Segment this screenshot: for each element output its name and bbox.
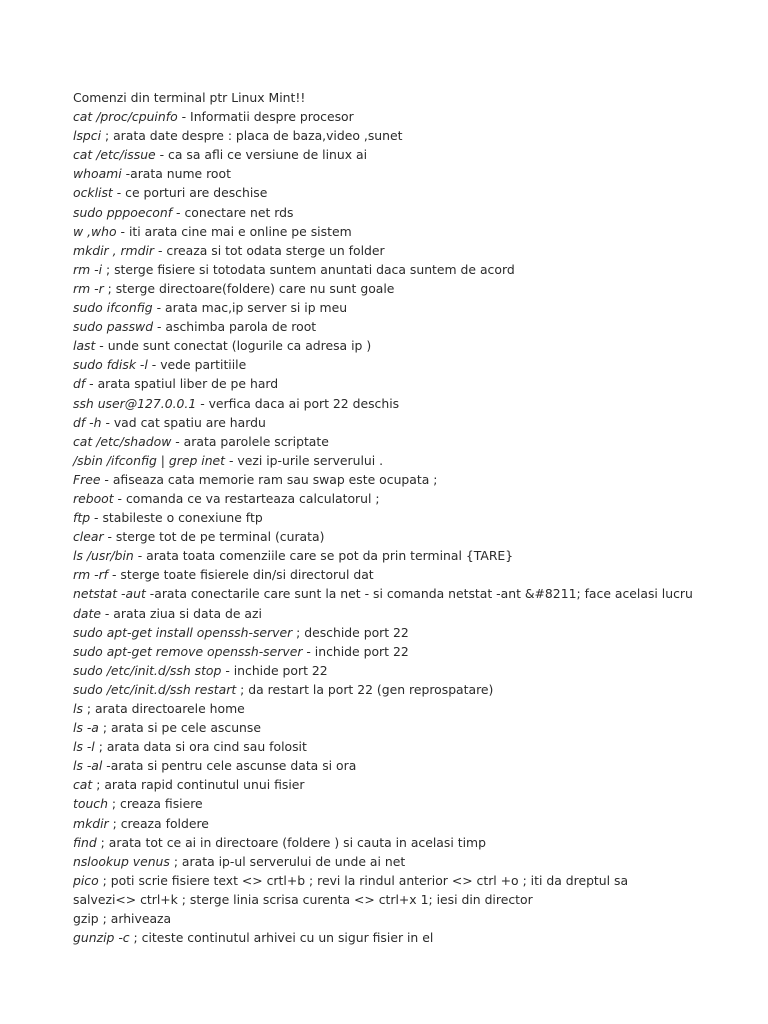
- document-title: Comenzi din terminal ptr Linux Mint!!: [73, 90, 306, 105]
- command-line: [73, 203, 753, 222]
- command-line: [73, 394, 753, 413]
- command-line: [73, 852, 753, 871]
- command-text: w ,who: [73, 223, 117, 239]
- command-description: ; da restart la port 22 (gen reprospatare): [236, 681, 494, 697]
- command-description: ; arata rapid continutul unui fisier: [92, 777, 305, 793]
- command-description: ; arata data si ora cind sau folosit: [94, 739, 307, 755]
- command-line: [73, 279, 753, 298]
- command-text: rm -rf: [73, 567, 109, 583]
- command-description: ; arata tot ce ai in directoare (foldere ) si cauta in acelasi timp: [96, 834, 486, 850]
- command-text: nslookup venus: [73, 853, 170, 869]
- command-description: - afiseaza cata memorie ram sau swap este ocupata ;: [100, 471, 438, 487]
- command-line: [73, 183, 753, 202]
- command-line: [73, 775, 753, 794]
- command-line: [73, 623, 753, 642]
- command-line: [73, 470, 753, 489]
- command-description: - ce porturi are deschise: [112, 185, 268, 201]
- command-line: [73, 584, 753, 603]
- command-line: [73, 871, 753, 890]
- command-line: [73, 604, 753, 623]
- command-line: [73, 317, 753, 336]
- command-description: ; sterge directoare(foldere) care nu sunt goale: [103, 280, 395, 296]
- command-text: Free: [73, 471, 101, 487]
- command-description: - sterge toate fisierele din/si directorul dat: [108, 567, 374, 583]
- command-description: ; creaza fisiere: [107, 796, 203, 812]
- command-line: [73, 928, 753, 947]
- command-text: last: [73, 338, 96, 354]
- command-description: - creaza si tot odata sterge un folder: [154, 242, 385, 258]
- command-text: date: [73, 605, 101, 621]
- command-description: - unde sunt conectat (logurile ca adresa ip ): [95, 338, 372, 354]
- command-line: [73, 909, 753, 928]
- command-description: ; deschide port 22: [292, 624, 409, 640]
- command-description: ; poti scrie fisiere text <> crtl+b ; revi la rindul anterior <> ctrl +o ; iti da dreptul sa: [98, 872, 629, 888]
- command-description: - verfica daca ai port 22 deschis: [196, 395, 400, 411]
- command-text: ls /usr/bin: [73, 548, 134, 564]
- command-text: sudo /etc/init.d/ssh restart: [73, 681, 237, 697]
- command-line: [73, 451, 753, 470]
- command-description: - conectare net rds: [172, 204, 294, 220]
- command-text: reboot: [73, 490, 114, 506]
- command-text: ls -a: [73, 720, 99, 736]
- command-description: - arata mac,ip server si ip meu: [152, 300, 348, 316]
- command-description: gzip ; arhiveaza: [73, 911, 172, 927]
- command-text: cat: [73, 777, 93, 793]
- command-text: ls -al: [73, 758, 103, 774]
- command-line: [73, 814, 753, 833]
- command-text: ls: [73, 701, 83, 716]
- command-description: -arata si pentru cele ascunse data si ora: [102, 758, 357, 774]
- command-line: [73, 298, 753, 317]
- command-description: -arata conectarile care sunt la net - si comanda netstat -ant &#8211; face acelasi lucru: [145, 586, 693, 602]
- command-text: touch: [73, 796, 108, 812]
- command-text: ssh user@127.0.0.1: [73, 395, 197, 411]
- command-description: - arata spatiul liber de pe hard: [85, 376, 279, 392]
- command-description: - arata toata comenziile care se pot da prin terminal {TARE}: [133, 548, 514, 564]
- command-text: sudo pppoeconf: [73, 204, 173, 220]
- command-text: cat /proc/cpuinfo: [73, 109, 178, 125]
- command-text: sudo fdisk -l: [73, 357, 148, 373]
- command-description: - vad cat spatiu are hardu: [101, 414, 266, 430]
- command-line: [73, 107, 753, 126]
- command-line: [73, 661, 753, 680]
- command-line: [73, 413, 753, 432]
- command-description: - vezi ip-urile serverului .: [225, 452, 384, 468]
- command-text: gunzip -c: [73, 930, 130, 946]
- command-description: - vede partitiile: [147, 357, 247, 373]
- command-line: [73, 794, 753, 813]
- command-text: pico: [73, 872, 99, 888]
- document-page: [73, 88, 753, 947]
- command-text: ocklist: [73, 185, 113, 201]
- command-text: cat /etc/issue: [73, 147, 156, 163]
- command-description: ; creaza foldere: [108, 815, 209, 831]
- command-description: - stabileste o conexiune ftp: [90, 510, 263, 526]
- command-description: - aschimba parola de root: [153, 319, 317, 335]
- command-line: [73, 355, 753, 374]
- command-description: ; arata ip-ul serverului de unde ai net: [169, 853, 406, 869]
- command-text: ftp: [73, 510, 91, 526]
- command-text: whoami: [73, 166, 122, 182]
- command-line: [73, 642, 753, 661]
- command-text: netstat -aut: [73, 586, 146, 602]
- command-line: [73, 546, 753, 565]
- command-line: [73, 336, 753, 355]
- command-description: - inchide port 22: [302, 643, 409, 659]
- command-text: ls -l: [73, 739, 95, 755]
- command-description: - arata ziua si data de azi: [100, 605, 262, 621]
- command-line: [73, 126, 753, 145]
- command-text: cat /etc/shadow: [73, 433, 172, 449]
- command-text: mkdir , rmdir: [73, 242, 155, 258]
- command-text: mkdir: [73, 815, 109, 831]
- command-description: ; arata directoarele home: [82, 701, 245, 716]
- command-line: [73, 241, 753, 260]
- command-line: [73, 737, 753, 756]
- command-line: [73, 680, 753, 699]
- command-text: df -h: [73, 414, 102, 430]
- command-line: [73, 565, 753, 584]
- command-line: [73, 833, 753, 852]
- command-text: clear: [73, 529, 104, 545]
- command-text: rm -i: [73, 261, 103, 277]
- command-description: -arata nume root: [121, 166, 231, 182]
- command-description: - sterge tot de pe terminal (curata): [103, 529, 325, 545]
- command-line: [73, 756, 753, 775]
- command-description: - inchide port 22: [221, 662, 328, 678]
- command-line: [73, 222, 753, 241]
- command-line: [73, 164, 753, 183]
- command-description: - Informatii despre procesor: [177, 109, 354, 125]
- command-line: [73, 527, 753, 546]
- command-line: [73, 374, 753, 393]
- command-description: ; citeste continutul arhivei cu un sigur fisier in el: [129, 930, 434, 946]
- command-text: sudo apt-get install openssh-server: [73, 624, 293, 640]
- command-text: sudo passwd: [73, 319, 154, 335]
- command-line: [73, 699, 753, 718]
- command-description: - iti arata cine mai e online pe sistem: [116, 223, 352, 239]
- command-line: [73, 145, 753, 164]
- command-line: [73, 260, 753, 279]
- command-description: - ca sa afli ce versiune de linux ai: [155, 147, 368, 163]
- command-text: sudo /etc/init.d/ssh stop: [73, 662, 222, 678]
- command-list: [73, 107, 753, 947]
- command-line: [73, 432, 753, 451]
- command-description: ; arata si pe cele ascunse: [98, 720, 261, 736]
- command-line: [73, 718, 753, 737]
- command-text: sudo apt-get remove openssh-server: [73, 643, 303, 659]
- command-description: ; arata date despre : placa de baza,video ,sunet: [101, 128, 403, 144]
- command-text: sudo ifconfig: [73, 300, 153, 316]
- command-text: find: [73, 834, 97, 850]
- command-text: df: [73, 376, 86, 392]
- command-text: rm -r: [73, 280, 104, 296]
- command-text: lspci: [73, 128, 102, 144]
- command-text: /sbin /ifconfig | grep inet: [73, 452, 226, 468]
- command-line: [73, 508, 753, 527]
- command-description: ; sterge fisiere si totodata suntem anuntati daca suntem de acord: [102, 261, 515, 277]
- command-line: [73, 489, 753, 508]
- command-description: - arata parolele scriptate: [171, 433, 329, 449]
- command-description: salvezi<> ctrl+k ; sterge linia scrisa curenta <> ctrl+x 1; iesi din director: [73, 891, 533, 907]
- command-description: - comanda ce va restarteaza calculatorul ;: [113, 490, 380, 506]
- command-line: [73, 890, 753, 909]
